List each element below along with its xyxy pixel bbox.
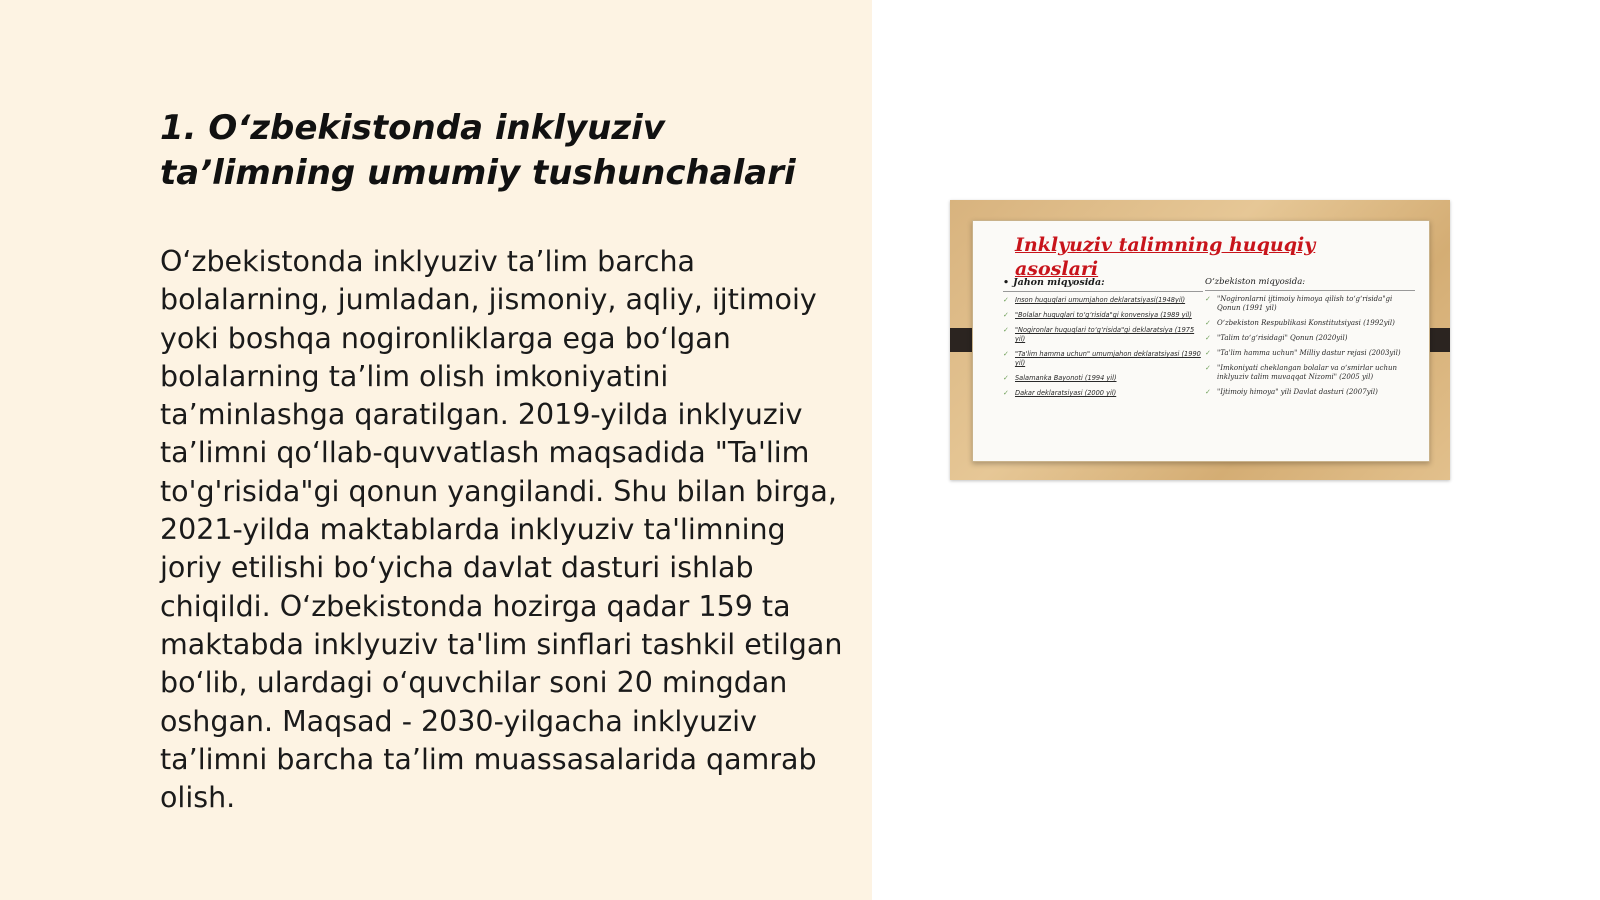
check-icon: ✓ <box>1205 295 1211 303</box>
embedded-slide-image <box>950 200 1450 480</box>
slide-body-text: O‘zbekistonda inklyuziv ta’lim barcha bolalarning, jumladan, jismoniy, aqliy, ijtimoiy yoki boshqa nogironliklarga ega bo‘lgan bolalarning ta’lim olish imkoniyatini ta’minlashga qaratilgan. 2019-yilda inklyuziv ta’limni qo‘llab-quvvatlash maqsadida "Ta'lim to'g'risida"gi qonun yangilandi. Shu bilan birga, 2021-yilda maktablarda inklyuziv ta'limning joriy etilishi bo‘yicha davlat dasturi ishlab chiqildi. O‘zbekistonda hozirga qadar 159 ta maktabda inklyuziv ta'lim sinflari tashkil etilgan bo‘lib, ulardagi o‘quvchilar soni 20 mingdan oshgan. Maqsad - 2030-yilgacha inklyuziv ta’limni barcha ta’lim muassasalarida qamrab olish. <box>160 245 843 815</box>
list-item: ✓ "Nogironlar huquqlari to‘g‘risida"gi deklaratsiya (1975 yil) <box>1003 326 1195 343</box>
check-icon: ✓ <box>1003 350 1009 358</box>
check-icon: ✓ <box>1003 311 1009 319</box>
list-item: ✓ "Imkoniyati cheklangan bolalar va o‘smirlar uchun inklyuziv talim muvaqqat Nizomi" (2005 yil) <box>1205 364 1397 381</box>
check-icon: ✓ <box>1003 374 1009 382</box>
list-item: ✓ "Ijtimoiy himoya" yili Davlat dasturi (2007yil) <box>1205 388 1378 396</box>
uzbekistan-scope-heading: O‘zbekiston miqyosida: <box>1205 277 1415 291</box>
check-icon: ✓ <box>1205 319 1211 327</box>
check-icon: ✓ <box>1003 296 1009 304</box>
list-item: ✓ Dakar deklaratsiyasi (2000 yil) <box>1003 389 1117 397</box>
world-scope-heading: • Jahon miqyosida: <box>1003 277 1203 292</box>
check-icon: ✓ <box>1205 388 1211 396</box>
slide-title: 1. O‘zbekistonda inklyuziv ta’limning umumiy tushunchalari <box>160 108 796 193</box>
list-item: ✓ "Ta'lim hamma uchun" Milliy dastur rejasi (2003yil) <box>1205 349 1401 357</box>
list-item: ✓ O‘zbekiston Respublikasi Konstitutsiyasi (1992yil) <box>1205 319 1395 327</box>
check-icon: ✓ <box>1205 364 1211 372</box>
list-item: ✓ "Bolalar huquqlari to‘g‘risida"gi konvensiya (1989 yil) <box>1003 311 1192 319</box>
list-item: ✓ Salamanka Bayonoti (1994 yil) <box>1003 374 1117 382</box>
check-icon: ✓ <box>1003 389 1009 397</box>
check-icon: ✓ <box>1205 349 1211 357</box>
list-item: ✓ "Ta'lim hamma uchun" umumjahon deklaratsiyasi (1990 yil) <box>1003 350 1201 367</box>
uzbekistan-scope-column <box>1205 277 1415 403</box>
list-item: ✓ "Talim to‘g‘risidagi" Qonun (2020yil) <box>1205 334 1348 342</box>
embedded-slide-paper <box>972 220 1430 462</box>
list-item: ✓ "Nogironlarni ijtimoiy himoya qilish to‘g‘risida"gi Qonun (1991 yil) <box>1205 295 1393 312</box>
check-icon: ✓ <box>1003 326 1009 334</box>
list-item: ✓ Inson huquqlari umumjahon deklaratsiyasi(1948yil) <box>1003 296 1186 304</box>
check-icon: ✓ <box>1205 334 1211 342</box>
embedded-slide-title: Inklyuziv talimning huquqiy asoslari <box>1015 234 1316 280</box>
world-scope-column <box>1003 277 1203 404</box>
